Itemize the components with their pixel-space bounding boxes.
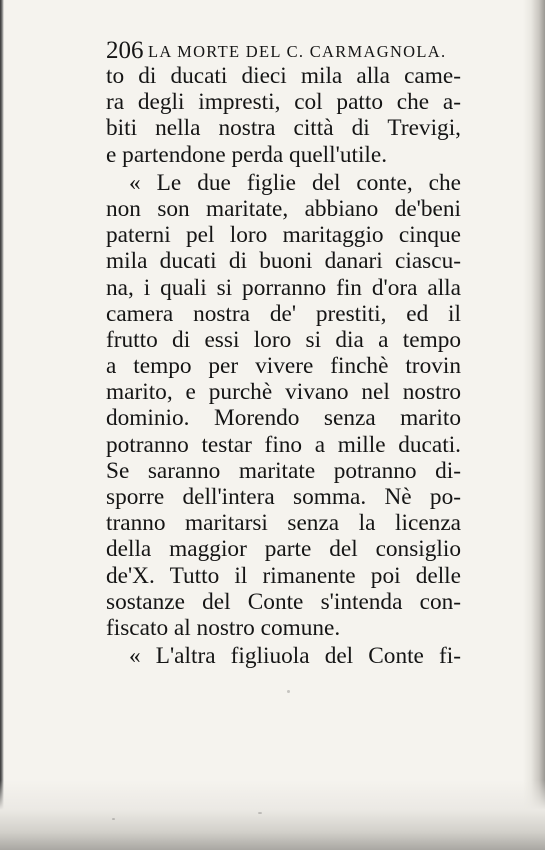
text-line: biti nella nostra città di Trevigi, [106,115,461,142]
text-line: e partendone perda quell'utile. [106,141,388,168]
ink-speck [112,818,115,820]
text-line: mila ducati di buoni danari ciascu- [106,248,461,275]
text-line: to di ducati dieci mila alla came- [106,63,461,89]
text-line: « Le due figlie del conte, che [129,169,461,196]
page-left-edge [0,0,4,850]
ink-speck [287,690,290,693]
text-line: sostanze del Conte s'intenda con- [106,588,461,615]
text-line: ra degli impresti, col patto che a- [106,89,461,116]
paragraph-1 [106,63,461,168]
text-line: potranno testar fino a mille ducati. [106,431,461,458]
text-line: frutto di essi loro si dia a tempo [106,326,461,353]
text-line: Se saranno maritate potranno di- [106,457,461,484]
text-line: « L'altra figliuola del Conte fi- [129,643,461,670]
paragraph-2 [106,170,461,641]
page-number: 206 [106,37,144,64]
page-right-edge [523,0,545,850]
text-line: camera nostra de' prestiti, ed il [106,300,461,327]
text-line: fiscato al nostro comune. [106,614,341,641]
running-head: LA MORTE DEL C. CARMAGNOLA. [148,42,447,61]
text-line: a tempo per vivere finchè trovin [106,353,461,380]
text-line: sporre dell'intera somma. Nè po- [106,484,461,510]
page-header [106,36,461,66]
text-line: marito, e purchè vivano nel nostro [106,379,461,406]
text-line: non son maritate, abbiano de'beni [106,195,461,222]
page-bottom-edge [0,780,545,850]
ink-speck [258,812,262,814]
text-line: de'X. Tutto il rimanente poi delle [106,562,461,589]
text-line: della maggior parte del consiglio [106,536,461,563]
text-line: tranno maritarsi senza la licenza [106,510,461,537]
text-line: paterni pel loro maritaggio cinque [106,222,461,249]
text-line: dominio. Morendo senza marito [106,405,461,432]
body-text [106,63,461,669]
paragraph-3 [106,643,461,669]
text-line: na, i quali si porranno fin d'ora alla [106,274,461,301]
